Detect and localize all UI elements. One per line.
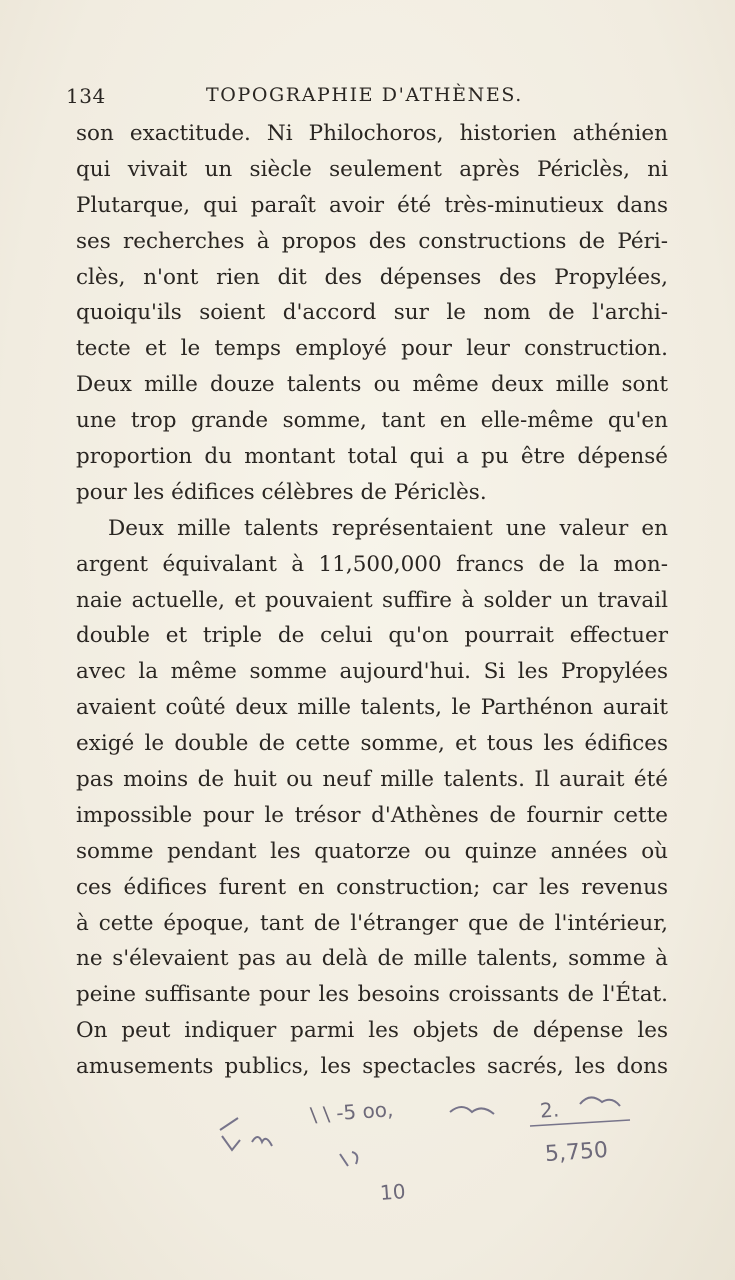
text-line: une trop grande somme, tant en elle-même qu'en (76, 408, 668, 434)
text-line: avec la même somme aujourd'hui. Si les Propylées (76, 659, 668, 685)
text-line: double et triple de celui qu'on pourrait effectuer (76, 623, 668, 649)
text-line: Deux mille douze talents ou même deux mille sont (76, 372, 668, 398)
text-line: quoiqu'ils soient d'accord sur le nom de l'archi- (76, 300, 668, 326)
text-line: Deux mille talents représentaient une valeur en (108, 515, 668, 541)
handwritten-scribbles (200, 1090, 660, 1200)
text-line: qui vivait un siècle seulement après Périclès, ni (76, 156, 668, 182)
text-line: proportion du montant total qui a pu être dépensé (76, 444, 668, 470)
handwritten-note: 10 (379, 1179, 407, 1205)
page-number: 134 (66, 84, 106, 108)
text-line: ces édifices furent en construction; car les revenus (76, 874, 668, 900)
text-line: à cette époque, tant de l'étranger que de l'intérieur, (76, 910, 668, 936)
page-header (66, 80, 666, 114)
text-line: tecte et le temps employé pour leur construction. (76, 336, 668, 362)
text-line: exigé le double de cette somme, et tous les édifices (76, 731, 668, 757)
text-line: Plutarque, qui paraît avoir été très-minutieux dans (76, 192, 668, 218)
handwritten-note: \ \ -5 oo, (309, 1097, 395, 1127)
text-line: ne s'élevaient pas au delà de mille talents, somme à (76, 946, 668, 972)
text-line: son exactitude. Ni Philochoros, historien athénien (76, 121, 668, 146)
text-line: avaient coûté deux mille talents, le Parthénon aurait (76, 695, 668, 721)
handwritten-note: 2. (539, 1097, 560, 1123)
text-line: amusements publics, les spectacles sacrés, les dons (76, 1054, 668, 1080)
body-text (76, 116, 668, 1085)
handwritten-note: 5,750 (544, 1137, 609, 1168)
text-line: pour les édifices célèbres de Périclès. (76, 479, 487, 505)
text-line: argent équivalant à 11,500,000 francs de la mon- (76, 551, 668, 577)
text-line: clès, n'ont rien dit des dépenses des Propylées, (76, 264, 668, 290)
running-head: TOPOGRAPHIE D'ATHÈNES. (206, 84, 523, 106)
text-line: ses recherches à propos des constructions de Péri- (76, 228, 668, 254)
text-line: On peut indiquer parmi les objets de dépense les (76, 1018, 668, 1044)
text-line: somme pendant les quatorze ou quinze années où (76, 838, 668, 864)
text-line: peine suffisante pour les besoins croissants de l'État. (76, 982, 668, 1008)
text-line: pas moins de huit ou neuf mille talents. Il aurait été (76, 767, 668, 793)
text-line: naie actuelle, et pouvaient suffire à solder un travail (76, 587, 668, 613)
text-line: impossible pour le trésor d'Athènes de fournir cette (76, 802, 668, 828)
